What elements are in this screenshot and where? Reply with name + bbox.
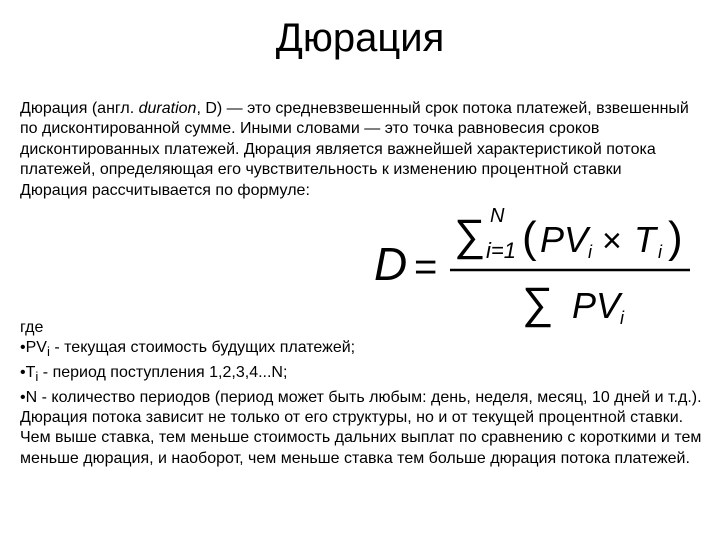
open-paren: ( xyxy=(522,213,537,262)
definition-item-pv xyxy=(20,338,710,363)
formula-intro: Дюрация рассчитывается по формуле: xyxy=(20,181,310,199)
pv-subscript-denominator: i xyxy=(620,308,624,328)
pv-numerator: PV xyxy=(540,219,589,260)
sum-sigma-numerator: ∑ xyxy=(454,211,486,260)
formula-lhs: D xyxy=(374,238,408,290)
bullet: • xyxy=(20,364,26,381)
definition-item-t xyxy=(20,363,710,388)
english-term: duration xyxy=(138,100,197,117)
definition-item-n xyxy=(20,388,710,408)
item-text: - период поступления 1,2,3,4...N; xyxy=(38,364,288,381)
item-text: - текущая стоимость будущих платежей; xyxy=(49,339,356,357)
sum-sigma-denominator: ∑ xyxy=(522,279,554,328)
definition-lead: (англ. xyxy=(87,100,139,117)
formula-equals: = xyxy=(414,245,438,289)
intro-paragraph xyxy=(20,99,710,201)
close-paren: ) xyxy=(668,213,683,262)
slide-title: Дюрация xyxy=(275,16,445,60)
bullet: • xyxy=(20,339,26,357)
t-subscript: i xyxy=(658,242,662,262)
definition-body: , D) — это средневзвешенный срок потока платежей, взвешенный по дисконтированной сумме. Иными словами — это точка равновесия сроков дисконтированных платежей. Дюрация является важнейшей характеристикой потока платежей, определяющая его чувствительность к изменению процентной ставки xyxy=(20,100,689,179)
times-sign: × xyxy=(602,222,622,260)
symbol-pv: PV xyxy=(25,339,47,357)
conclusion-text: Дюрация потока зависит не только от его структуры, но и от текущей процентной ставки. Чем выше ставка, тем меньше стоимость дальних выплат по сравнению с короткими и тем меньше дюрация, и наоборот, чем меньше ставка тем больше дюрация потока платежей. xyxy=(20,409,702,467)
sum-upper-limit: N xyxy=(490,205,505,227)
subscript-i: i xyxy=(46,344,50,360)
symbol-t: T xyxy=(25,364,36,381)
bullet: • xyxy=(20,388,26,406)
item-text: - количество периодов (период может быть любым: день, неделя, месяц, 10 дней и т.д.). xyxy=(37,388,702,406)
term-duration: Дюрация xyxy=(20,100,88,117)
symbol-n: N xyxy=(25,388,38,406)
sum-lower-limit: i=1 xyxy=(486,238,516,263)
where-label: где xyxy=(20,319,44,336)
pv-subscript-numerator: i xyxy=(588,242,592,262)
pv-denominator: PV xyxy=(572,285,621,326)
definition-text xyxy=(20,99,710,181)
t-numerator: T xyxy=(634,219,656,260)
explanation-paragraph xyxy=(20,318,710,469)
subscript-i: i xyxy=(35,369,39,385)
